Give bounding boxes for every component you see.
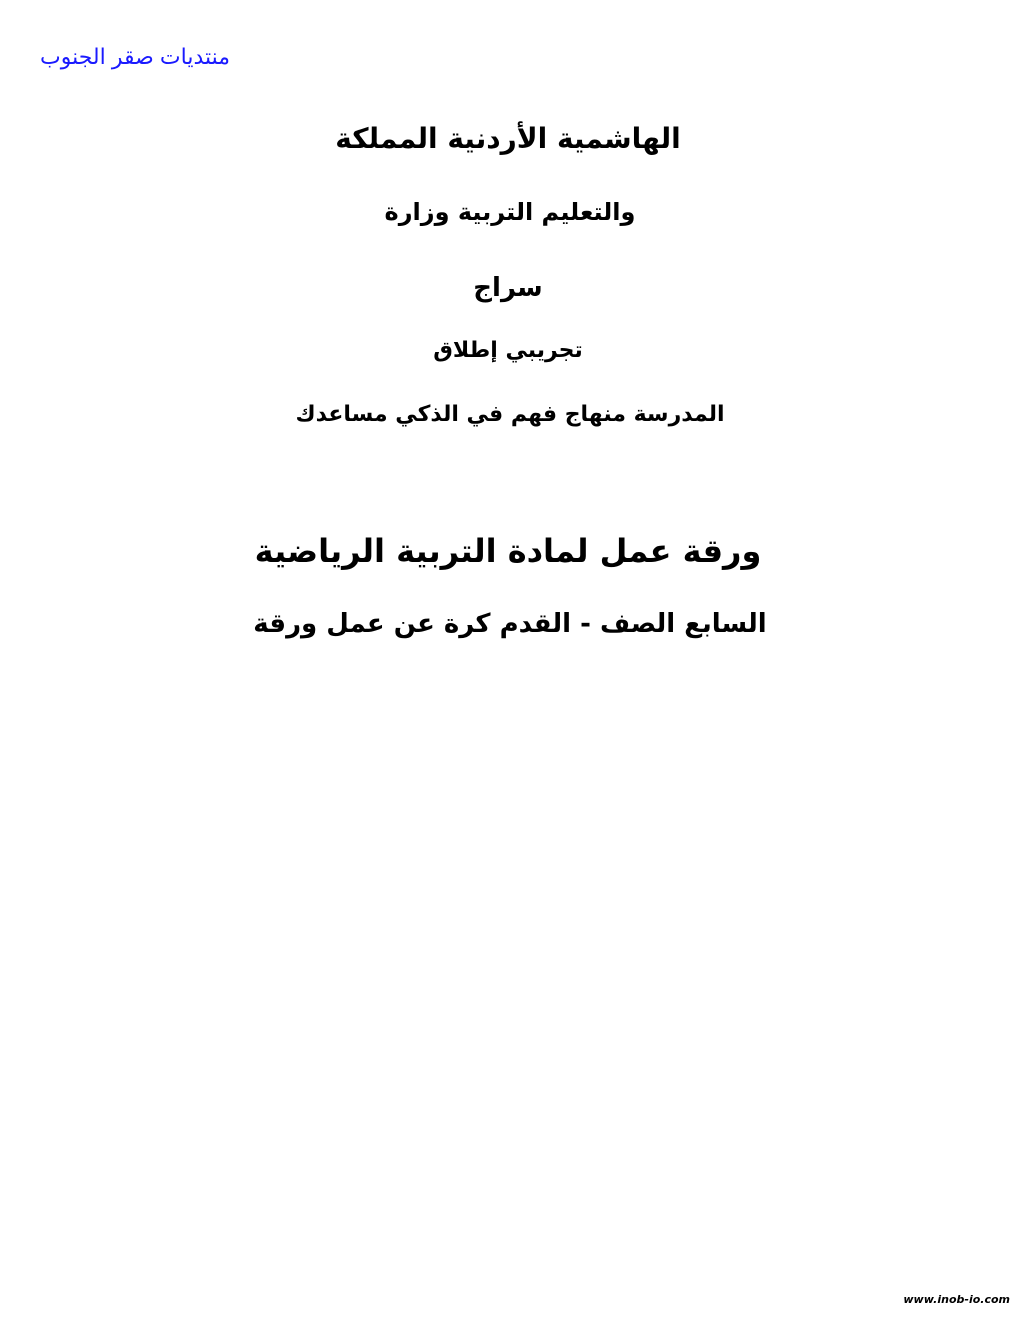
document-line-ministry: والتعليم التربية وزارة bbox=[384, 198, 636, 226]
watermark-site-name: منتديات صقر الجنوب bbox=[40, 44, 231, 69]
footer-url: www.inob-io.com bbox=[903, 1293, 1010, 1306]
document-line-kingdom: الهاشمية الأردنية المملكة bbox=[335, 122, 681, 155]
document-line-launch: تجريبي إطلاق bbox=[433, 338, 583, 363]
document-title: ورقة عمل لمادة التربية الرياضية bbox=[254, 532, 762, 570]
document-line-siraj: سراج bbox=[473, 273, 543, 303]
document-line-assistant: المدرسة منهاج فهم في الذكي مساعدك bbox=[295, 402, 725, 427]
document-subtitle: السابع الصف - القدم كرة عن عمل ورقة bbox=[253, 609, 767, 639]
